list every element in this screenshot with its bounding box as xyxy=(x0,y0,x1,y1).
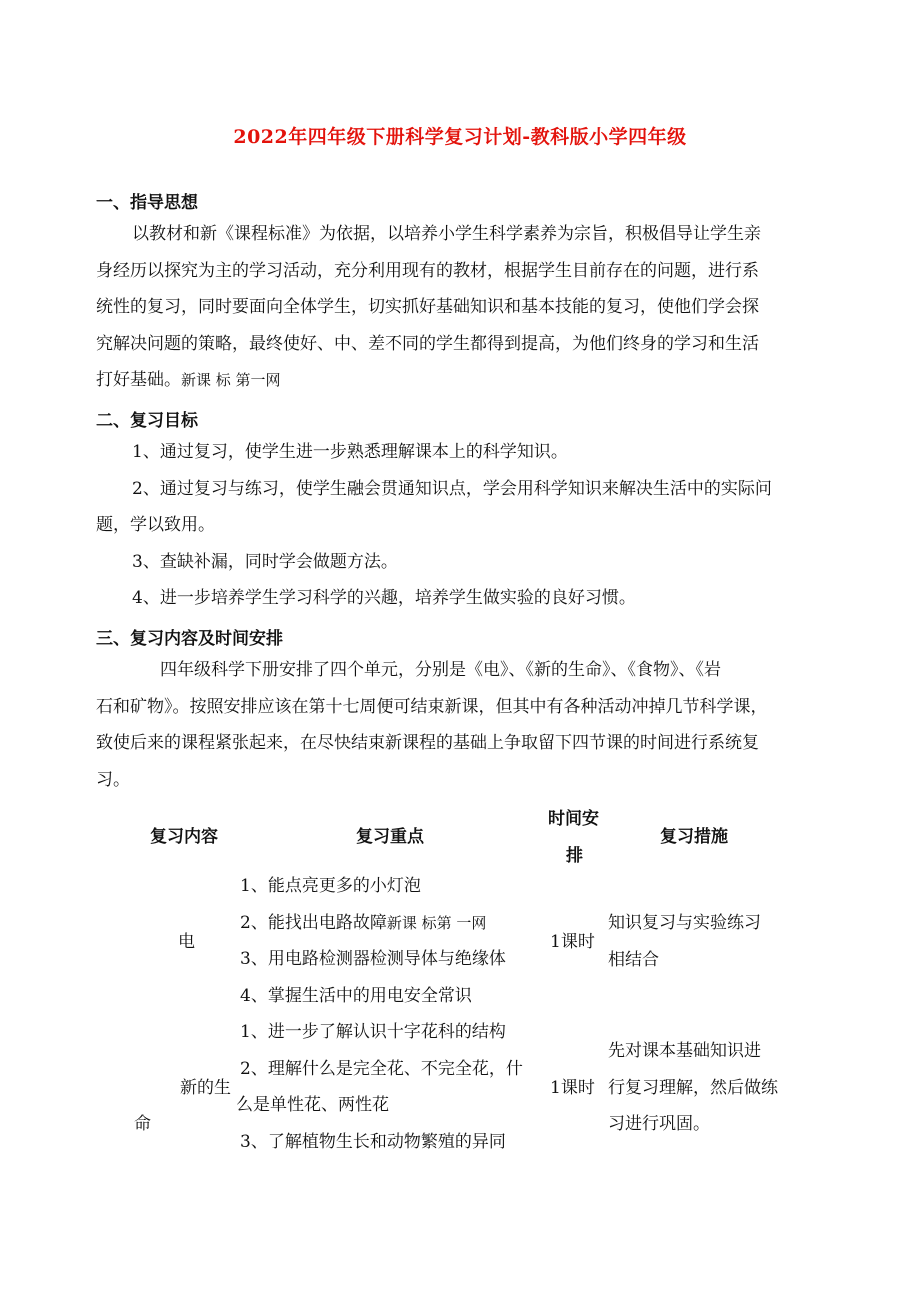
section-heading-review-goals: 二、复习目标 xyxy=(96,411,198,431)
table-cell-focus xyxy=(236,1014,550,1160)
section-guiding-idea-body xyxy=(96,216,828,399)
focus-item: 4、掌握生活中的用电安全常识 xyxy=(240,985,472,1006)
paragraph-line: 致使后来的课程紧张起来，在尽快结束新课程的基础上争取留下四节课的时间进行系统复 xyxy=(96,733,759,753)
table-cell-focus xyxy=(240,868,540,1014)
watermark-text: 新课 标第 一网 xyxy=(386,913,487,932)
header-review-content: 复习内容 xyxy=(150,827,218,847)
focus-item: 2、能找出电路故障新课 标第 一网 xyxy=(240,912,487,933)
table-cell-time: 1课时 xyxy=(550,932,595,952)
list-item: 3、查缺补漏，同时学会做题方法。 xyxy=(132,551,398,572)
watermark-text: 新课 标 第一网 xyxy=(181,371,281,389)
paragraph-line: 统性的复习，同时要面向全体学生，切实抓好基础知识和基本技能的复习，使他们学会探 xyxy=(96,297,759,317)
focus-item: 3、用电路检测器检测导体与绝缘体 xyxy=(240,949,506,969)
table-cell-time: 1课时 xyxy=(550,1078,595,1098)
section-content-schedule-body xyxy=(96,652,828,798)
focus-item: 3、了解植物生长和动物繁殖的异同 xyxy=(240,1131,506,1152)
header-review-focus: 复习重点 xyxy=(356,827,424,847)
header-time-line1: 时间安 xyxy=(548,809,599,829)
table-cell-content-line2: 命 xyxy=(134,1114,151,1134)
table-cell-measures: 知识复习与实验练习 相结合 xyxy=(608,913,761,970)
list-item: 题，学以致用。 xyxy=(96,515,215,535)
paragraph-line: 打好基础。新课 标 第一网 xyxy=(96,370,281,390)
header-review-measures: 复习措施 xyxy=(660,827,728,847)
paragraph-line: 究解决问题的策略，最终使好、中、差不同的学生都得到提高，为他们终身的学习和生活 xyxy=(96,333,759,354)
table-cell-content-line1: 新的生 xyxy=(180,1078,231,1098)
section-heading-guiding-idea: 一、指导思想 xyxy=(96,193,198,213)
table-cell-content: 电 xyxy=(178,932,195,952)
header-time-line2: 排 xyxy=(566,846,583,866)
paragraph-line: 四年级科学下册安排了四个单元，分别是《电》、《新的生命》、《食物》、《岩 xyxy=(160,660,721,680)
paragraph-line: 习。 xyxy=(96,769,130,790)
review-goals-list xyxy=(96,434,828,617)
paragraph-line: 石和矿物》。按照安排应该在第十七周便可结束新课，但其中有各种活动冲掉几节科学课， xyxy=(96,696,768,717)
focus-item: 2、理解什么是完全花、不完全花，什 xyxy=(240,1058,523,1079)
document-title: 2022年四年级下册科学复习计划-教科版小学四年级 xyxy=(233,126,687,148)
focus-item: 么是单性花、两性花 xyxy=(236,1095,389,1115)
section-heading-content-schedule: 三、复习内容及时间安排 xyxy=(96,629,283,649)
focus-item: 1、能点亮更多的小灯泡 xyxy=(240,876,421,896)
list-item: 1、通过复习，使学生进一步熟悉理解课本上的科学知识。 xyxy=(132,442,568,462)
paragraph-line: 身经历以探究为主的学习活动，充分利用现有的教材，根据学生目前存在的问题，进行系 xyxy=(96,260,759,281)
paragraph-line: 以教材和新《课程标准》为依据，以培养小学生科学素养为宗旨，积极倡导让学生亲 xyxy=(132,224,761,244)
table-cell-measures: 先对课本基础知识进 行复习理解，然后做练 习进行巩固。 xyxy=(608,1041,778,1134)
list-item: 4、进一步培养学生学习科学的兴趣，培养学生做实验的良好习惯。 xyxy=(132,588,636,608)
list-item: 2、通过复习与练习，使学生融会贯通知识点，学会用科学知识来解决生活中的实际问 xyxy=(132,478,772,499)
focus-item: 1、进一步了解认识十字花科的结构 xyxy=(240,1022,506,1042)
